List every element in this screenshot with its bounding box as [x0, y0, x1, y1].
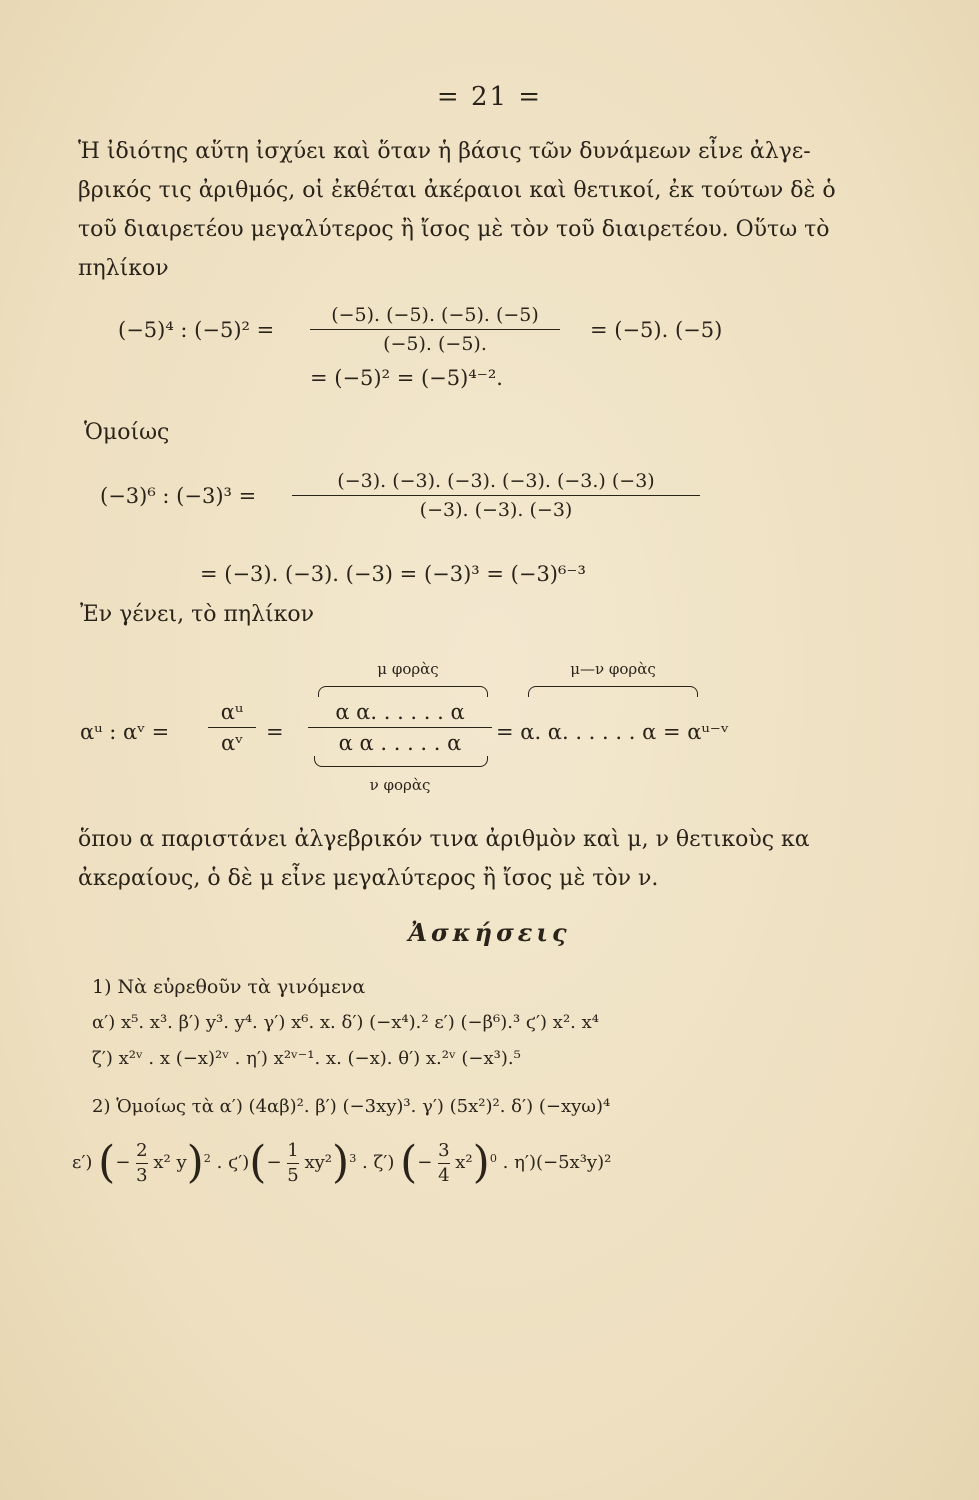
example2-numerator: (−3). (−3). (−3). (−3). (−3.) (−3)	[337, 470, 655, 492]
exercise-e-rest: x² y	[153, 1152, 187, 1174]
exercise1-line2: ζ′) x²ᵛ . x (−x)²ᵛ . η′) x²ᵛ⁻¹. x. (−x). θ′) x.²ᵛ (−x³).⁵	[92, 1048, 521, 1069]
minus-sign: −	[115, 1152, 131, 1174]
exercise-e-fraction	[136, 1141, 147, 1186]
example2-denominator: (−3). (−3). (−3)	[419, 499, 573, 521]
fraction-bar	[438, 1163, 449, 1164]
exercise-s-fraction	[287, 1141, 298, 1186]
paren-open: (	[400, 1137, 418, 1189]
exercise-e-label: ε′)	[72, 1152, 93, 1174]
general-fraction2-denominator: α α . . . . . α	[338, 731, 462, 755]
example2-line2: = (−3). (−3). (−3) = (−3)³ = (−3)⁶⁻³	[200, 562, 586, 586]
example1-rhs: = (−5). (−5)	[590, 318, 723, 342]
brace-bottom-label: ν φορὰς	[369, 776, 431, 794]
fraction-bar	[287, 1163, 298, 1164]
brace-top-right-label: μ—ν φορὰς	[570, 660, 656, 678]
intro-paragraph	[78, 132, 868, 288]
exercise-s-label: . ϛ′)	[216, 1152, 250, 1174]
paren-close: )	[186, 1137, 204, 1189]
minus-sign: −	[266, 1152, 282, 1174]
exercise-z-fraction	[438, 1141, 449, 1186]
minus-sign: −	[417, 1152, 433, 1174]
exercise1-title: 1) Νὰ εὑρεθοῦν τὰ γινόμενα	[92, 976, 366, 998]
exercise-z-numerator: 3	[438, 1139, 450, 1161]
exercise-z-denominator: 4	[438, 1164, 450, 1186]
brace-top-right	[528, 686, 698, 697]
example1-numerator: (−5). (−5). (−5). (−5)	[331, 304, 539, 326]
example1-lhs: (−5)⁴ : (−5)² =	[118, 318, 275, 342]
exercise1-line1: α′) x⁵. x³. β′) y³. y⁴. γ′) x⁶. x. δ′) (−x⁴).² ε′) (−β⁶).³ ϛ′) x². x⁴	[92, 1012, 599, 1033]
fraction-bar	[136, 1163, 147, 1164]
brace-top-left	[318, 686, 488, 697]
definition-line: ὅπου α παριστάνει ἀλγεβρικόν τινα ἀριθμὸν καὶ μ, ν θετικοὺς κα	[78, 827, 810, 852]
general-fraction1	[208, 700, 256, 755]
exercise2-line2	[72, 1134, 611, 1188]
definition-line: ἀκεραίους, ὁ δὲ μ εἶνε μεγαλύτερος ἢ ἴσος μὲ τὸν ν.	[78, 866, 659, 891]
fraction-bar	[292, 495, 700, 496]
general-label: Ἐν γένει, τὸ πηλίκον	[80, 602, 315, 627]
exercise-h: . η′)(−5x³y)²	[502, 1152, 612, 1174]
exercise-z-rest: x²	[455, 1152, 473, 1174]
exercise-s-rest: xy²	[304, 1152, 333, 1174]
example1-line2: = (−5)² = (−5)⁴⁻².	[310, 366, 503, 390]
intro-line: βρικός τις ἀριθμός, οἱ ἐκθέται ἀκέραιοι καὶ θετικοί, ἐκ τούτων δὲ ὁ	[78, 178, 836, 203]
fraction-bar	[310, 329, 560, 330]
paren-open: (	[98, 1137, 116, 1189]
exercise-z-exponent: 0	[489, 1152, 497, 1165]
example1-fraction	[310, 304, 560, 355]
equals-sign: =	[266, 720, 284, 744]
exercise-e-exponent: 2	[203, 1152, 211, 1165]
general-lhs: αᵘ : αᵛ =	[80, 720, 170, 744]
example2-lhs: (−3)⁶ : (−3)³ =	[100, 484, 257, 508]
paren-close: )	[472, 1137, 490, 1189]
fraction-bar	[208, 727, 256, 728]
paren-open: (	[249, 1137, 267, 1189]
exercise2-title: 2) Ὁμοίως τὰ α′) (4αβ)². β′) (−3xy)³. γ′) (5x²)². δ′) (−xyω)⁴	[92, 1096, 611, 1117]
similarly-label: Ὁμοίως	[84, 420, 170, 445]
exercises-heading: Ἀσκήσεις	[408, 918, 571, 947]
intro-line: πηλίκον	[78, 256, 169, 281]
exercise-e-denominator: 3	[136, 1164, 148, 1186]
general-fraction2-numerator: α α. . . . . . α	[335, 700, 465, 724]
page-number: = 21 =	[436, 82, 543, 112]
exercise-e-numerator: 2	[136, 1139, 148, 1161]
brace-top-left-label: μ φορὰς	[377, 660, 439, 678]
exercise-z-label: . ζ′)	[362, 1152, 395, 1174]
general-rhs: = α. α. . . . . . α = αᵘ⁻ᵛ	[496, 720, 729, 744]
definition-paragraph	[78, 820, 868, 898]
exercise-s-exponent: 3	[349, 1152, 357, 1165]
exercise-s-numerator: 1	[287, 1139, 299, 1161]
intro-line: τοῦ διαιρετέου μεγαλύτερος ἢ ἴσος μὲ τὸν τοῦ διαιρετέου. Οὕτω τὸ	[78, 217, 830, 242]
general-fraction2	[308, 700, 492, 755]
fraction-bar	[308, 727, 492, 728]
general-fraction1-numerator: αᵘ	[220, 700, 244, 724]
example1-denominator: (−5). (−5).	[383, 333, 487, 355]
example2-fraction	[292, 470, 700, 521]
exercise-s-denominator: 5	[287, 1164, 299, 1186]
brace-bottom	[314, 756, 488, 767]
intro-line: Ἡ ἰδιότης αὕτη ἰσχύει καὶ ὅταν ἡ βάσις τῶν δυνάμεων εἶνε ἀλγε-	[78, 139, 811, 164]
paren-close: )	[332, 1137, 350, 1189]
general-fraction1-denominator: αᵛ	[220, 731, 243, 755]
